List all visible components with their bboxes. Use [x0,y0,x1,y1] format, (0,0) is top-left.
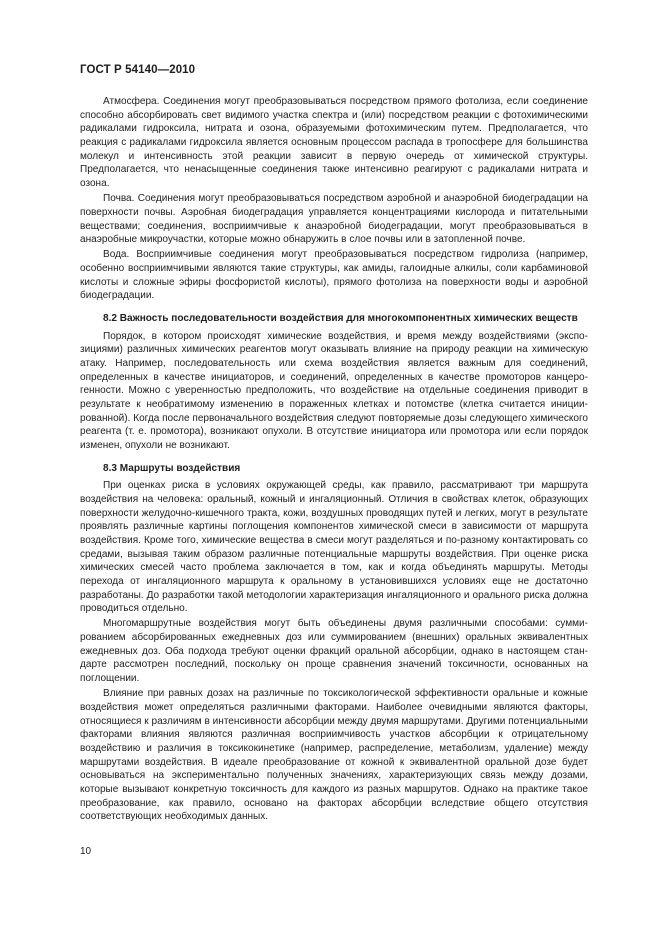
section-8-2-heading: 8.2 Важность последовательности воздействия для многокомпонентных химических веществ [103,313,578,325]
section-8-3-heading: 8.3 Маршруты воздействия [103,462,241,474]
paragraph-exposure-order: Порядок, в котором происходят химические воздействия, и время между воздействиями (экспозициями) различных химических реагентов могут оказывать влияние на природу реакции на химическую атаку. Например, последовательность или схема воздействия является важным для соединений, определенных в качестве инициаторов, и соединений, определенных в качестве промоторов канцерогенности. Можно с уверенностью предположить, что воздействие на отдельные соединения приводит в результате к необратимому изменению в пораженных клетках и потомстве (клетка считается инициированной). Когда после первоначального воздействия следуют повторяемые дозы следующего химического реагента (т. е. промотора), возникают опухоли. В отсутствие инициатора или промотора или если порядок изменен, опухоли не возникают. [80,330,588,451]
document-header [80,64,195,76]
page-body [80,95,588,825]
paragraph-exposure-routes: При оценках риска в условиях окружающей среды, как правило, рассматривают три маршрута воздействия на человека: оральный, кожный и ингаляционный. Отличия в свойствах клеток, образующих поверхности желудочно-кишечного тракта, кожи, воздушных проводящих путей и легких, могут в результате проявлять различные картины поглощения компонентов химической смеси в зависимости от маршрута воздействия. Кроме того, химические вещества в смеси могут разделяться и по-разному контактировать со средами, вызывая таким образом различные потенциальные маршруты воздействия. При оценке риска химических смесей часто проблема заключается в том, как и когда объединять маршруты. Методы перехода от ингаляционного маршрута к оральному в установившихся условиях еще не достаточно разработаны. До разработки такой методологии характеризация ингаляционного и орального риска должна проводиться отдельно. [80,480,588,615]
paragraph-atmosphere: Атмосфера. Соединения могут преобразовываться посредством прямого фотолиза, если соединение способно абсорбировать свет видимого участка спектра и (или) посредством реакции с фотохимическими радикалами гидроксила, нитрата и озона, образуемыми фотохимическим путем. Предполагается, что реакция с радикалами гидроксила является основным процессом распада в тропосфере для большинства молекул и интенсивность этой реакции зависит в первую очередь от химической структуры. Предполагается, что ненасыщенные соединения также интенсивно реагируют с радикалами нитрата и озона. [80,96,588,189]
standard-id: ГОСТ Р 54140—2010 [80,64,196,76]
paragraph-multiroute: Многомаршрутные воздействия могут быть объединены двумя различными способами: суммированием абсорбированных ежедневных доз или суммированием (внешних) оральных эквивалентных ежедневных доз. Оба подхода требуют оценки фракций оральной абсорбции, однако в настоящем стандарте рассмотрен последний, поскольку он проще сравнения значений токсичности, основанных на поглощении. [80,618,588,685]
paragraph-soil: Почва. Соединения могут преобразовываться посредством аэробной и анаэробной биодеградации на поверхности почвы. Аэробная биодеградация управляется концентрациями кислорода и питательными веществами; соединения, восприимчивые к анаэробной биодеградации, могут преобразовываться в анаэробные микроучастки, которые можно обнаружить в слое почвы или в затопленной почве. [80,193,588,246]
page-number: 10 [80,846,92,857]
paragraph-water: Вода. Восприимчивые соединения могут преобразовываться посредством гидролиза (например, особенно восприимчивыми являются такие структуры, как амиды, галоидные алкилы, соли карбаминовой кислоты и сложные эфиры фосфористой кислоты), прямого фотолиза на поверхности воды и аэробной биодеградации. [80,249,588,302]
paragraph-dose-influence: Влияние при равных дозах на различные по токсикологической эффективности оральные и кожные воздействия может определяться различными факторами. Наиболее очевидными являются факторы, относящиеся к различиям в интенсивности абсорбции между двумя маршрутами. Другими потенциальными факторами влияния являются различная восприимчивость участков абсорбции к отрицательному воздействию и различия в токсикокинетике (например, распределение, метаболизм, удаление) между маршрутами воздействия. В идеале преобразование от кожной к эквивалентной оральной дозе будет основываться на экспериментально полученных значениях, характеризующих связь между дозами, которые вызывают конкретную токсичность для каждого из разных маршрутов. Однако на практике такое преобразование, как правило, основано на факторах абсорбции вследствие общего отсутствия соответствующих необходимых данных. [80,688,588,823]
